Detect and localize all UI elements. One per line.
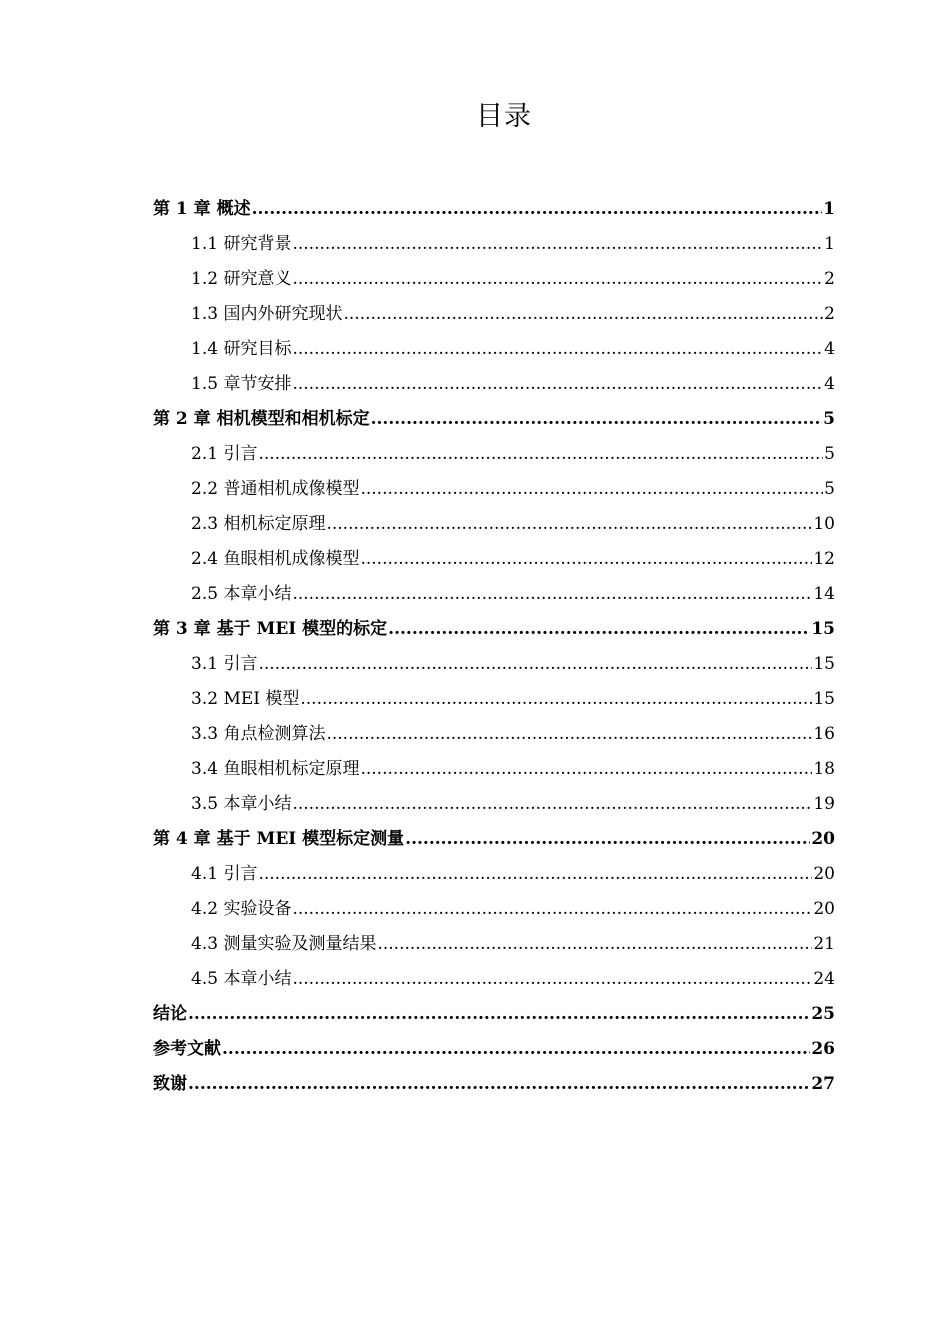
toc-section-entry[interactable] <box>153 647 835 682</box>
toc-page-number: 20 <box>811 829 835 849</box>
toc-entry-label: 4.2 实验设备 <box>191 899 292 919</box>
toc-dot-leader <box>188 1067 810 1102</box>
toc-dot-leader <box>258 857 812 892</box>
toc-section-entry[interactable] <box>153 927 835 962</box>
toc-section-entry[interactable] <box>153 857 835 892</box>
toc-page-number: 15 <box>813 654 835 674</box>
toc-entry-label: 第 3 章 基于 MEI 模型的标定 <box>153 619 388 639</box>
toc-page-number: 25 <box>811 1004 835 1024</box>
toc-chapter-entry[interactable] <box>153 997 835 1032</box>
toc-dot-leader <box>292 227 823 262</box>
toc-page-number: 10 <box>813 514 835 534</box>
toc-page-number: 5 <box>824 444 835 464</box>
toc-chapter-entry[interactable] <box>153 1032 835 1067</box>
toc-entry-label: 1.1 研究背景 <box>191 234 292 254</box>
toc-entry-label: 1.5 章节安排 <box>191 374 292 394</box>
toc-page-number: 2 <box>824 304 835 324</box>
toc-section-entry[interactable] <box>153 892 835 927</box>
toc-dot-leader <box>326 507 812 542</box>
toc-section-entry[interactable] <box>153 227 835 262</box>
toc-entry-label: 3.5 本章小结 <box>191 794 292 814</box>
toc-chapter-entry[interactable] <box>153 1067 835 1102</box>
toc-dot-leader <box>371 402 823 437</box>
toc-chapter-entry[interactable] <box>153 402 835 437</box>
toc-dot-leader <box>252 192 823 227</box>
toc-section-entry[interactable] <box>153 297 835 332</box>
toc-dot-leader <box>360 472 823 507</box>
toc-chapter-entry[interactable] <box>153 612 835 647</box>
toc-dot-leader <box>326 717 812 752</box>
toc-dot-leader <box>343 297 823 332</box>
toc-page-number: 14 <box>813 584 835 604</box>
toc-entry-label: 第 4 章 基于 MEI 模型标定测量 <box>153 829 405 849</box>
toc-entry-label: 第 1 章 概述 <box>153 199 251 219</box>
toc-page-number: 1 <box>824 234 835 254</box>
toc-dot-leader <box>405 822 810 857</box>
toc-chapter-entry[interactable] <box>153 822 835 857</box>
toc-dot-leader <box>292 367 823 402</box>
toc-page-number: 5 <box>824 479 835 499</box>
toc-page-number: 4 <box>824 374 835 394</box>
toc-page-number: 16 <box>813 724 835 744</box>
toc-page-number: 24 <box>813 969 835 989</box>
toc-page-number: 21 <box>813 934 835 954</box>
toc-entry-label: 3.2 MEI 模型 <box>191 689 300 709</box>
toc-entry-label: 结论 <box>153 1004 187 1024</box>
toc-dot-leader <box>292 892 812 927</box>
toc-section-entry[interactable] <box>153 262 835 297</box>
page-title: 目录 <box>476 101 532 132</box>
toc-page-number: 27 <box>811 1074 835 1094</box>
toc-chapter-entry[interactable] <box>153 192 835 227</box>
toc-page-number: 12 <box>813 549 835 569</box>
toc-dot-leader <box>258 647 812 682</box>
toc-page-number: 2 <box>824 269 835 289</box>
toc-page-number: 19 <box>813 794 835 814</box>
toc-dot-leader <box>292 262 823 297</box>
toc-section-entry[interactable] <box>153 332 835 367</box>
toc-page-number: 15 <box>811 619 835 639</box>
toc-page-number: 1 <box>823 199 835 219</box>
toc-page-number: 20 <box>813 899 835 919</box>
toc-section-entry[interactable] <box>153 577 835 612</box>
toc-section-entry[interactable] <box>153 507 835 542</box>
toc-entry-label: 4.1 引言 <box>191 864 258 884</box>
toc-entry-label: 4.3 测量实验及测量结果 <box>191 934 377 954</box>
toc-section-entry[interactable] <box>153 962 835 997</box>
toc-page-number: 5 <box>823 409 835 429</box>
toc-entry-label: 2.4 鱼眼相机成像模型 <box>191 549 360 569</box>
toc-dot-leader <box>258 437 823 472</box>
toc-entry-label: 3.1 引言 <box>191 654 258 674</box>
toc-entry-label: 2.3 相机标定原理 <box>191 514 326 534</box>
toc-dot-leader <box>360 752 812 787</box>
toc-entry-label: 4.5 本章小结 <box>191 969 292 989</box>
toc-dot-leader <box>300 682 812 717</box>
toc-entry-label: 2.2 普通相机成像模型 <box>191 479 360 499</box>
toc-dot-leader <box>188 997 810 1032</box>
toc-entry-label: 第 2 章 相机模型和相机标定 <box>153 409 370 429</box>
toc-entry-label: 2.1 引言 <box>191 444 258 464</box>
toc-dot-leader <box>388 612 810 647</box>
toc-section-entry[interactable] <box>153 717 835 752</box>
toc-entry-label: 3.4 鱼眼相机标定原理 <box>191 759 360 779</box>
toc-entry-label: 1.4 研究目标 <box>191 339 292 359</box>
table-of-contents <box>153 192 835 1102</box>
toc-section-entry[interactable] <box>153 787 835 822</box>
toc-page-number: 20 <box>813 864 835 884</box>
toc-page-number: 15 <box>813 689 835 709</box>
toc-section-entry[interactable] <box>153 472 835 507</box>
toc-dot-leader <box>360 542 812 577</box>
toc-dot-leader <box>292 332 823 367</box>
toc-section-entry[interactable] <box>153 437 835 472</box>
toc-dot-leader <box>292 577 812 612</box>
toc-entry-label: 1.3 国内外研究现状 <box>191 304 343 324</box>
toc-page-number: 26 <box>811 1039 835 1059</box>
toc-section-entry[interactable] <box>153 682 835 717</box>
toc-entry-label: 2.5 本章小结 <box>191 584 292 604</box>
toc-section-entry[interactable] <box>153 752 835 787</box>
toc-dot-leader <box>292 787 812 822</box>
toc-page-number: 18 <box>813 759 835 779</box>
toc-entry-label: 致谢 <box>153 1074 187 1094</box>
toc-dot-leader <box>292 962 812 997</box>
toc-dot-leader <box>377 927 812 962</box>
toc-entry-label: 参考文献 <box>153 1039 221 1059</box>
toc-entry-label: 3.3 角点检测算法 <box>191 724 326 744</box>
toc-section-entry[interactable] <box>153 367 835 402</box>
toc-dot-leader <box>222 1032 810 1067</box>
toc-entry-label: 1.2 研究意义 <box>191 269 292 289</box>
toc-page-number: 4 <box>824 339 835 359</box>
toc-section-entry[interactable] <box>153 542 835 577</box>
